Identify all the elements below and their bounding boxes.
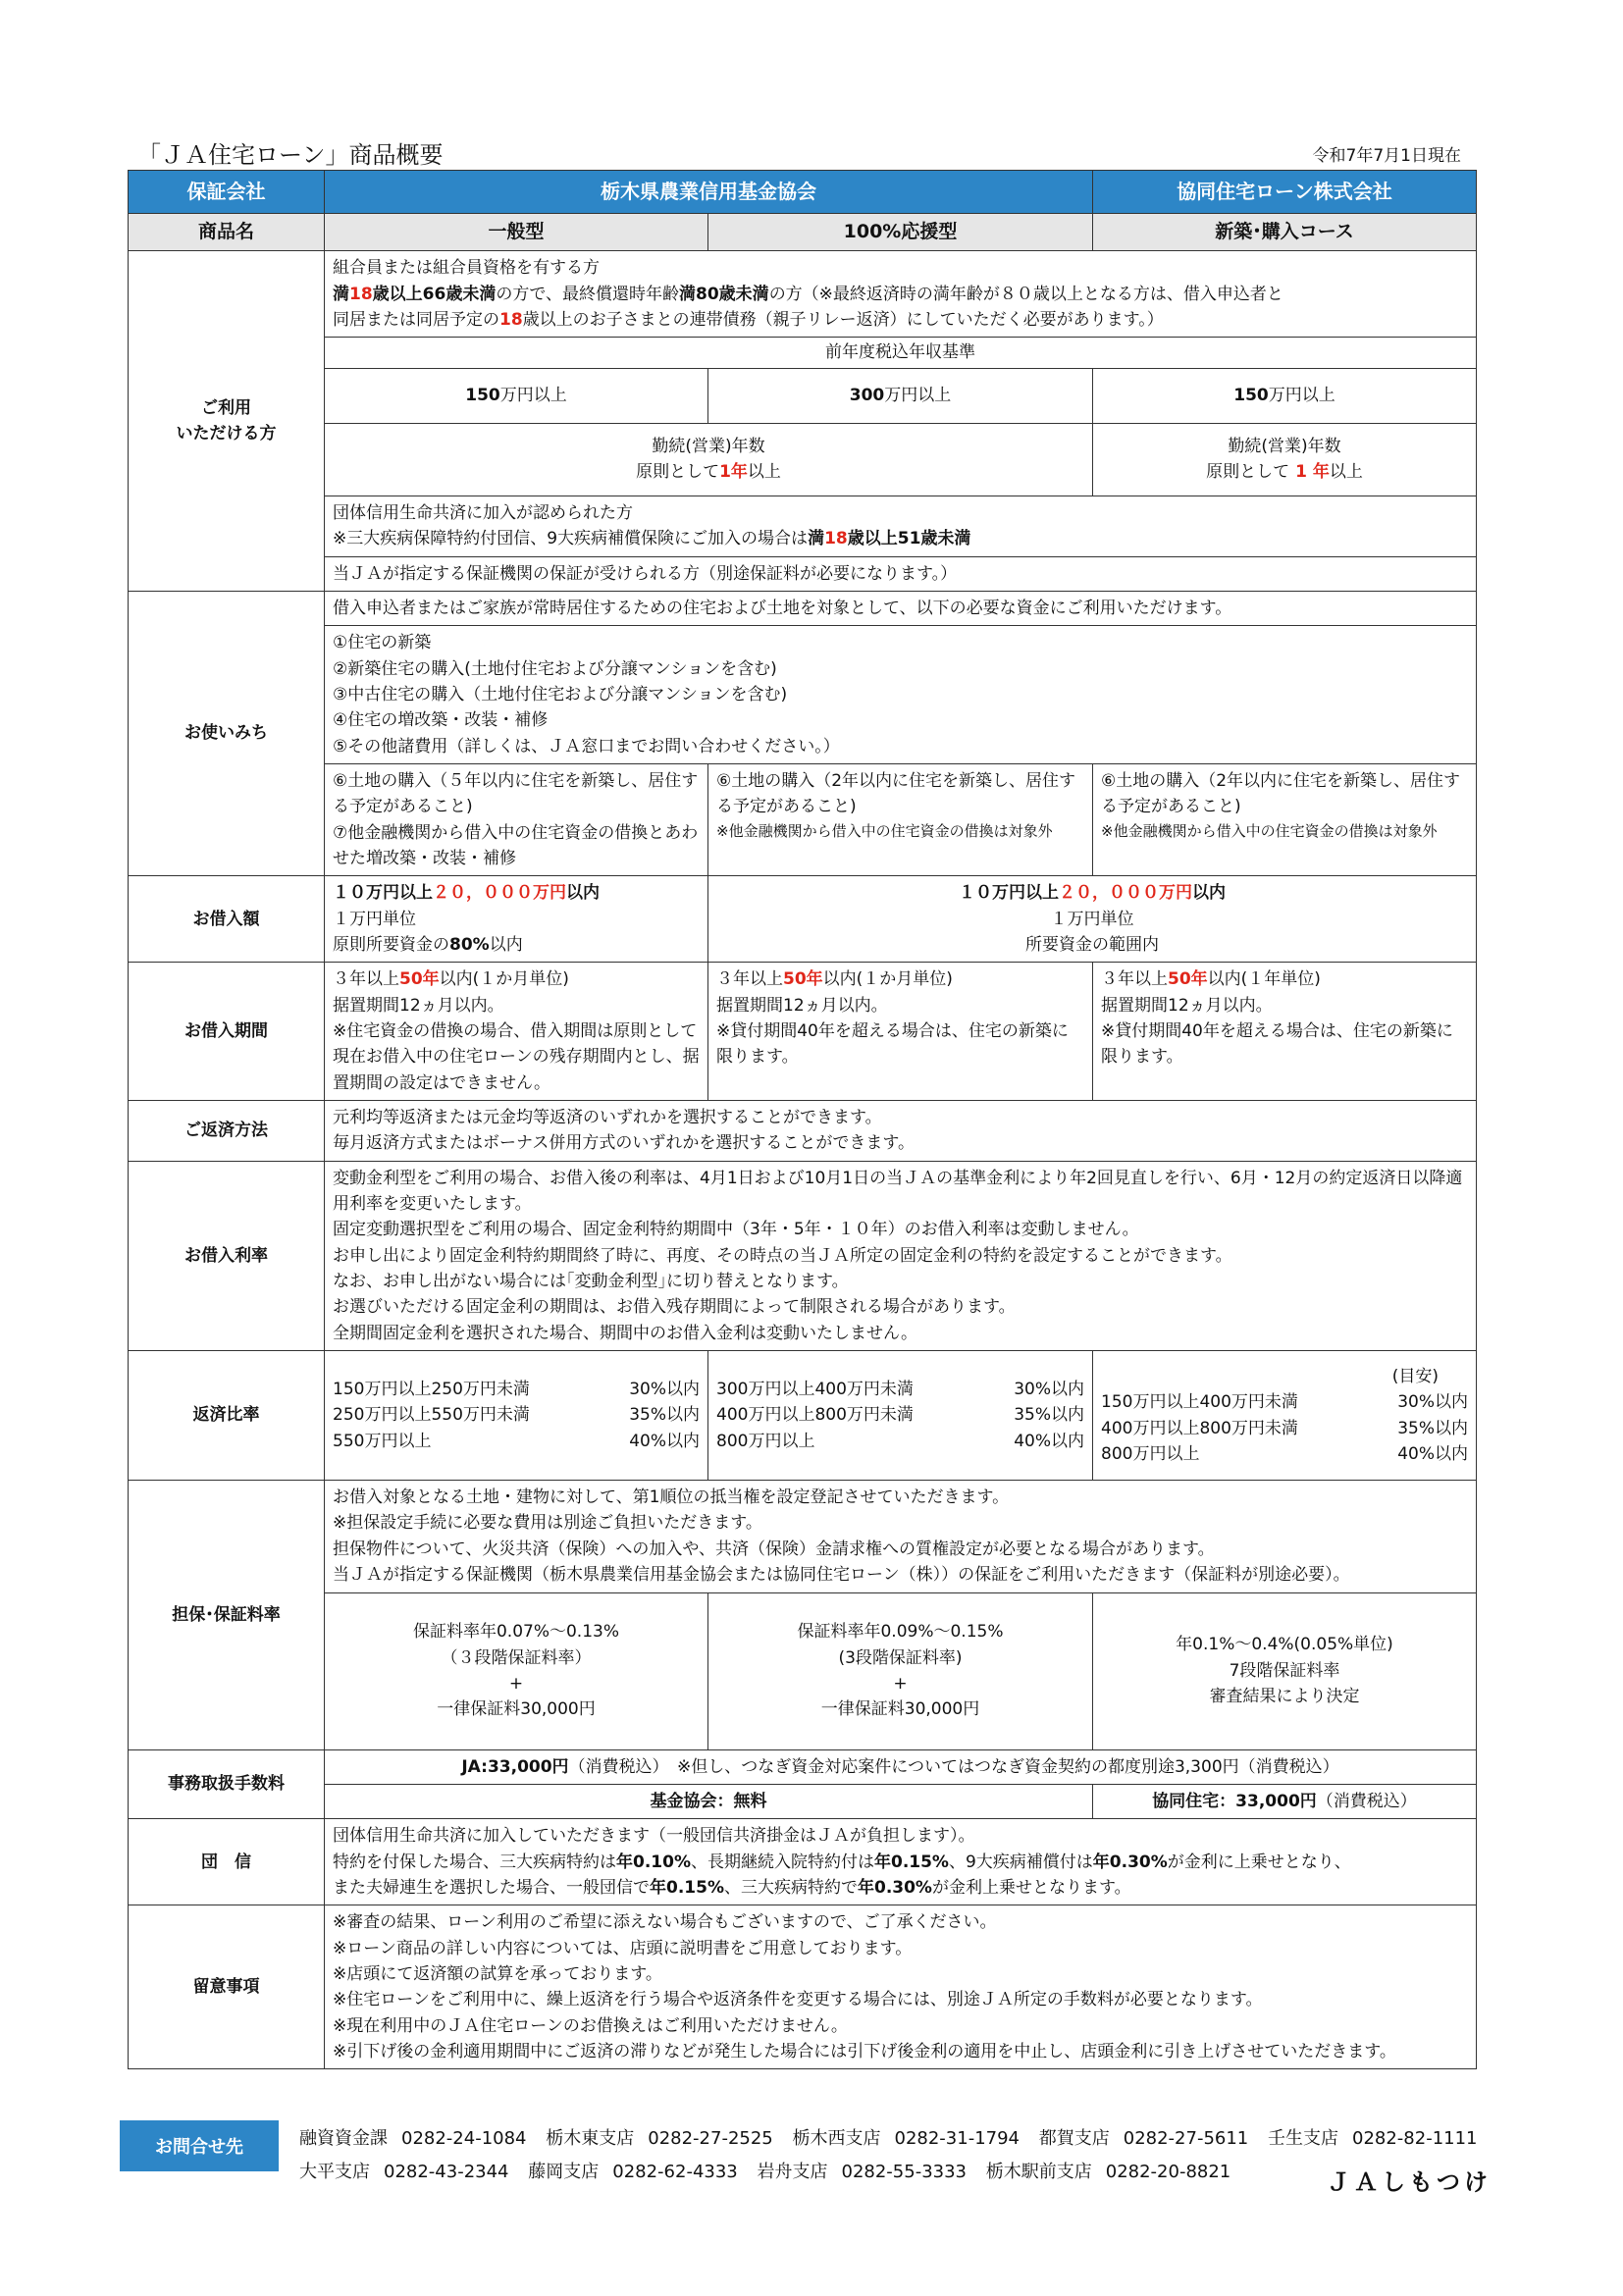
ratio-general: 150万円以上250万円未満 30%以内 250万円以上550万円未満 35%以内 550万円以上 40%以内 [325,1351,708,1481]
eligibility-line-1: 組合員または組合員資格を有する方 [333,258,600,279]
notes-label: 留意事項 [129,1905,325,2069]
usage-100: ⑥土地の購入（2年以内に住宅を新築し、居住する予定があること) ※他金融機関から借入中の住宅資金の借換は対象外 [708,763,1093,875]
usage-item: ⑤その他諸費用（詳しくは、ＪＡ窓口までお問い合わせください。） [333,736,840,757]
contact-row-1: 融資資金課 0282-24-1084 栃木東支店 0282-27-2525 栃木西支店 0282-31-1794 都賀支店 0282-27-5611 壬生支店 0282-82-1111 [299,2128,1478,2149]
collateral-label: 担保･保証料率 [129,1481,325,1749]
page-title: 「ＪＡ住宅ローン」商品概要 [137,141,444,169]
period-100: ３年以上50年以内(１か月単位) 据置期間12ヵ月以内。 ※貸付期間40年を超える場合は、住宅の新築に限ります。 [708,963,1093,1101]
usage-general: ⑥土地の購入（５年以内に住宅を新築し、居住する予定があること) ⑦他金融機関から借入中の住宅資金の借換とあわせた増改築・改装・補修 [325,763,708,875]
amount-label: お借入額 [129,876,325,963]
tenure-kyodo: 勤続(営業)年数 原則として 1 年以上 [1093,423,1477,496]
product-new-purchase: 新築･購入コース [1093,214,1477,251]
eligibility-conditions [325,251,1477,338]
usage-list [325,626,1477,764]
contact-row-2: 大平支店 0282-43-2344 藤岡支店 0282-62-4333 岩舟支店 0282-55-3333 栃木駅前支店 0282-20-8821 [299,2162,1231,2182]
danshin-label: 団 信 [129,1819,325,1905]
usage-item: ①住宅の新築 [333,633,432,653]
eligibility-line-3: 同居または同居予定の18歳以上のお子さまとの連帯債務（親子リレー返済）にしていただく必要があります。） [333,310,1164,331]
product-header: 商品名 [129,214,325,251]
product-general: 一般型 [325,214,708,251]
fee-label: 事務取扱手数料 [129,1749,325,1819]
guarantor-kikin: 栃木県農業信用基金協会 [325,171,1093,214]
income-100: 300万円以上 [708,368,1093,423]
usage-intro: 借入申込者またはご家族が常時居住するための住宅および土地を対象として、以下の必要な資金にご利用いただけます。 [325,591,1477,625]
contact-label: お問合せ先 [120,2120,279,2171]
contact-list [299,2122,1492,2189]
usage-item: ④住宅の増改築・改装・補修 [333,710,549,731]
income-header: 前年度税込年収基準 [325,338,1477,368]
product-100: 100%応援型 [708,214,1093,251]
amount-other: １０万円以上２０，０００万円以内 １万円単位 所要資金の範囲内 [708,876,1477,963]
repay-text: 元利均等返済または元金均等返済のいずれかを選択することができます。 毎月返済方式またはボーナス併用方式のいずれかを選択することができます。 [325,1101,1477,1162]
usage-item: ②新築住宅の購入(土地付住宅および分譲マンションを含む) [333,658,777,679]
fee-ja: JA:33,000円（消費税込） ※但し、つなぎ資金対応案件についてはつなぎ資金契約の都度別途3,300円（消費税込） [325,1749,1477,1784]
ratio-new: (目安) 150万円以上400万円未満 30%以内 400万円以上800万円未満 35%以内 800万円以上 40%以内 [1093,1351,1477,1481]
guarantor-header: 保証会社 [129,171,325,214]
guarantee-fee-general: 保証料率年0.07%～0.13% （３段階保証料率） + 一律保証料30,000円 [325,1592,708,1749]
fee-kyodo: 協同住宅：33,000円（消費税込） [1093,1784,1477,1818]
guarantee-fee-100: 保証料率年0.09%～0.15% (3段階保証料率) + 一律保証料30,000円 [708,1592,1093,1749]
usage-new: ⑥土地の購入（2年以内に住宅を新築し、居住する予定があること) ※他金融機関から借入中の住宅資金の借換は対象外 [1093,763,1477,875]
guarantee-fee-new: 年0.1%～0.4%(0.05%単位) 7段階保証料率 審査結果により決定 [1093,1592,1477,1749]
repay-label: ご返済方法 [129,1101,325,1162]
insurance-condition: 団体信用生命共済に加入が認められた方 ※三大疾病保障特約付団信、9大疾病補償保険にご加入の場合は満18歳以上51歳未満 [325,496,1477,556]
eligibility-line-2: 満18歳以上66歳未満の方で、最終償還時年齢満80歳未満の方（※最終返済時の満年齢が８０歳以上となる方は、借入申込者と [333,284,1283,304]
danshin-text: 団体信用生命共済に加入していただきます（一般団信共済掛金はＪＡが負担します）。 特約を付保した場合、三大疾病特約は年0.10%、長期継続入院特約付は年0.15%、9大疾病補償付は年0.30%が金利に上乗せとなり、 また夫婦連生を選択した場合、一般団信で年0.15%、三大疾病特約で年0.30%が金利上乗せとなります。 [325,1819,1477,1905]
rate-text: 変動金利型をご利用の場合、お借入後の利率は、4月1日および10月1日の当ＪＡの基準金利により年2回見直しを行い、6月・12月の約定返済日以降適用利率を変更いたします。 固定変動選択型をご利用の場合、固定金利特約期間中（3年・5年・１０年）のお借入利率は変動しません。 お申し出により固定金利特約期間終了時に、再度、その時点の当ＪＡ所定の固定金利の特約を設定することができます。 なお、お申し出がない場合には｢変動金利型｣に切り替えとなります。 お選びいただける固定金利の期間は、お借入残存期間によって制限される場合があります。 全期間固定金利を選択された場合、期間中のお借入金利は変動いたしません。 [325,1161,1477,1350]
period-general: ３年以上50年以内(１か月単位) 据置期間12ヵ月以内。 ※住宅資金の借換の場合、借入期間は原則として現在お借入中の住宅ローンの残存期間内とし、据置期間の設定はできません。 [325,963,708,1101]
ratio-100: 300万円以上400万円未満 30%以内 400万円以上800万円未満 35%以内 800万円以上 40%以内 [708,1351,1093,1481]
tenure-kikin: 勤続(営業)年数 原則として1年以上 [325,423,1093,496]
product-row [129,214,1477,251]
usage-item: ③中古住宅の購入（土地付住宅および分譲マンションを含む) [333,684,788,704]
fee-kikin: 基金協会：無料 [325,1784,1093,1818]
income-new: 150万円以上 [1093,368,1477,423]
rate-label: お借入利率 [129,1161,325,1350]
as-of-date: 令和7年7月1日現在 [1312,146,1461,166]
usage-label: お使いみち [129,591,325,875]
guarantor-row [129,171,1477,214]
guarantor-kyodo: 協同住宅ローン株式会社 [1093,171,1477,214]
product-summary-table [128,170,1477,2069]
eligibility-label: ご利用 いただける方 [129,251,325,591]
collateral-text: お借入対象となる土地・建物に対して、第1順位の抵当権を設定登記させていただきます。 ※担保設定手続に必要な費用は別途ご負担いただきます。 担保物件について、火災共済（保険）への加入や、共済（保険）金請求権への質権設定が必要となる場合があります。 当ＪＡが指定する保証機関（栃木県農業信用基金協会または協同住宅ローン（株））の保証をご利用いただきます（保証料が別途必要）。 [325,1481,1477,1592]
period-new: ３年以上50年以内(１年単位) 据置期間12ヵ月以内。 ※貸付期間40年を超える場合は、住宅の新築に限ります。 [1093,963,1477,1101]
guarantee-condition: 当ＪＡが指定する保証機関の保証が受けられる方（別途保証料が必要になります。） [325,556,1477,591]
amount-general: １０万円以上２０，０００万円以内 １万円単位 原則所要資金の80%以内 [325,876,708,963]
notes-text: ※審査の結果、ローン利用のご希望に添えない場合もございますので、ご了承ください。 ※ローン商品の詳しい内容については、店頭に説明書をご用意しております。 ※店頭にて返済額の試算を承っております。 ※住宅ローンをご利用中に、繰上返済を行う場合や返済条件を変更する場合には、別途ＪＡ所定の手数料が必要となります。 ※現在利用中のＪＡ住宅ローンのお借換えはご利用いただけません。 ※引下げ後の金利適用期間中にご返済の滞りなどが発生した場合には引下げ後金利の適用を中止し、店頭金利に引き上げさせていただきます。 [325,1905,1477,2069]
period-label: お借入期間 [129,963,325,1101]
ratio-label: 返済比率 [129,1351,325,1481]
income-general: 150万円以上 [325,368,708,423]
brand-name: ＪＡしもつけ [1327,2168,1492,2196]
